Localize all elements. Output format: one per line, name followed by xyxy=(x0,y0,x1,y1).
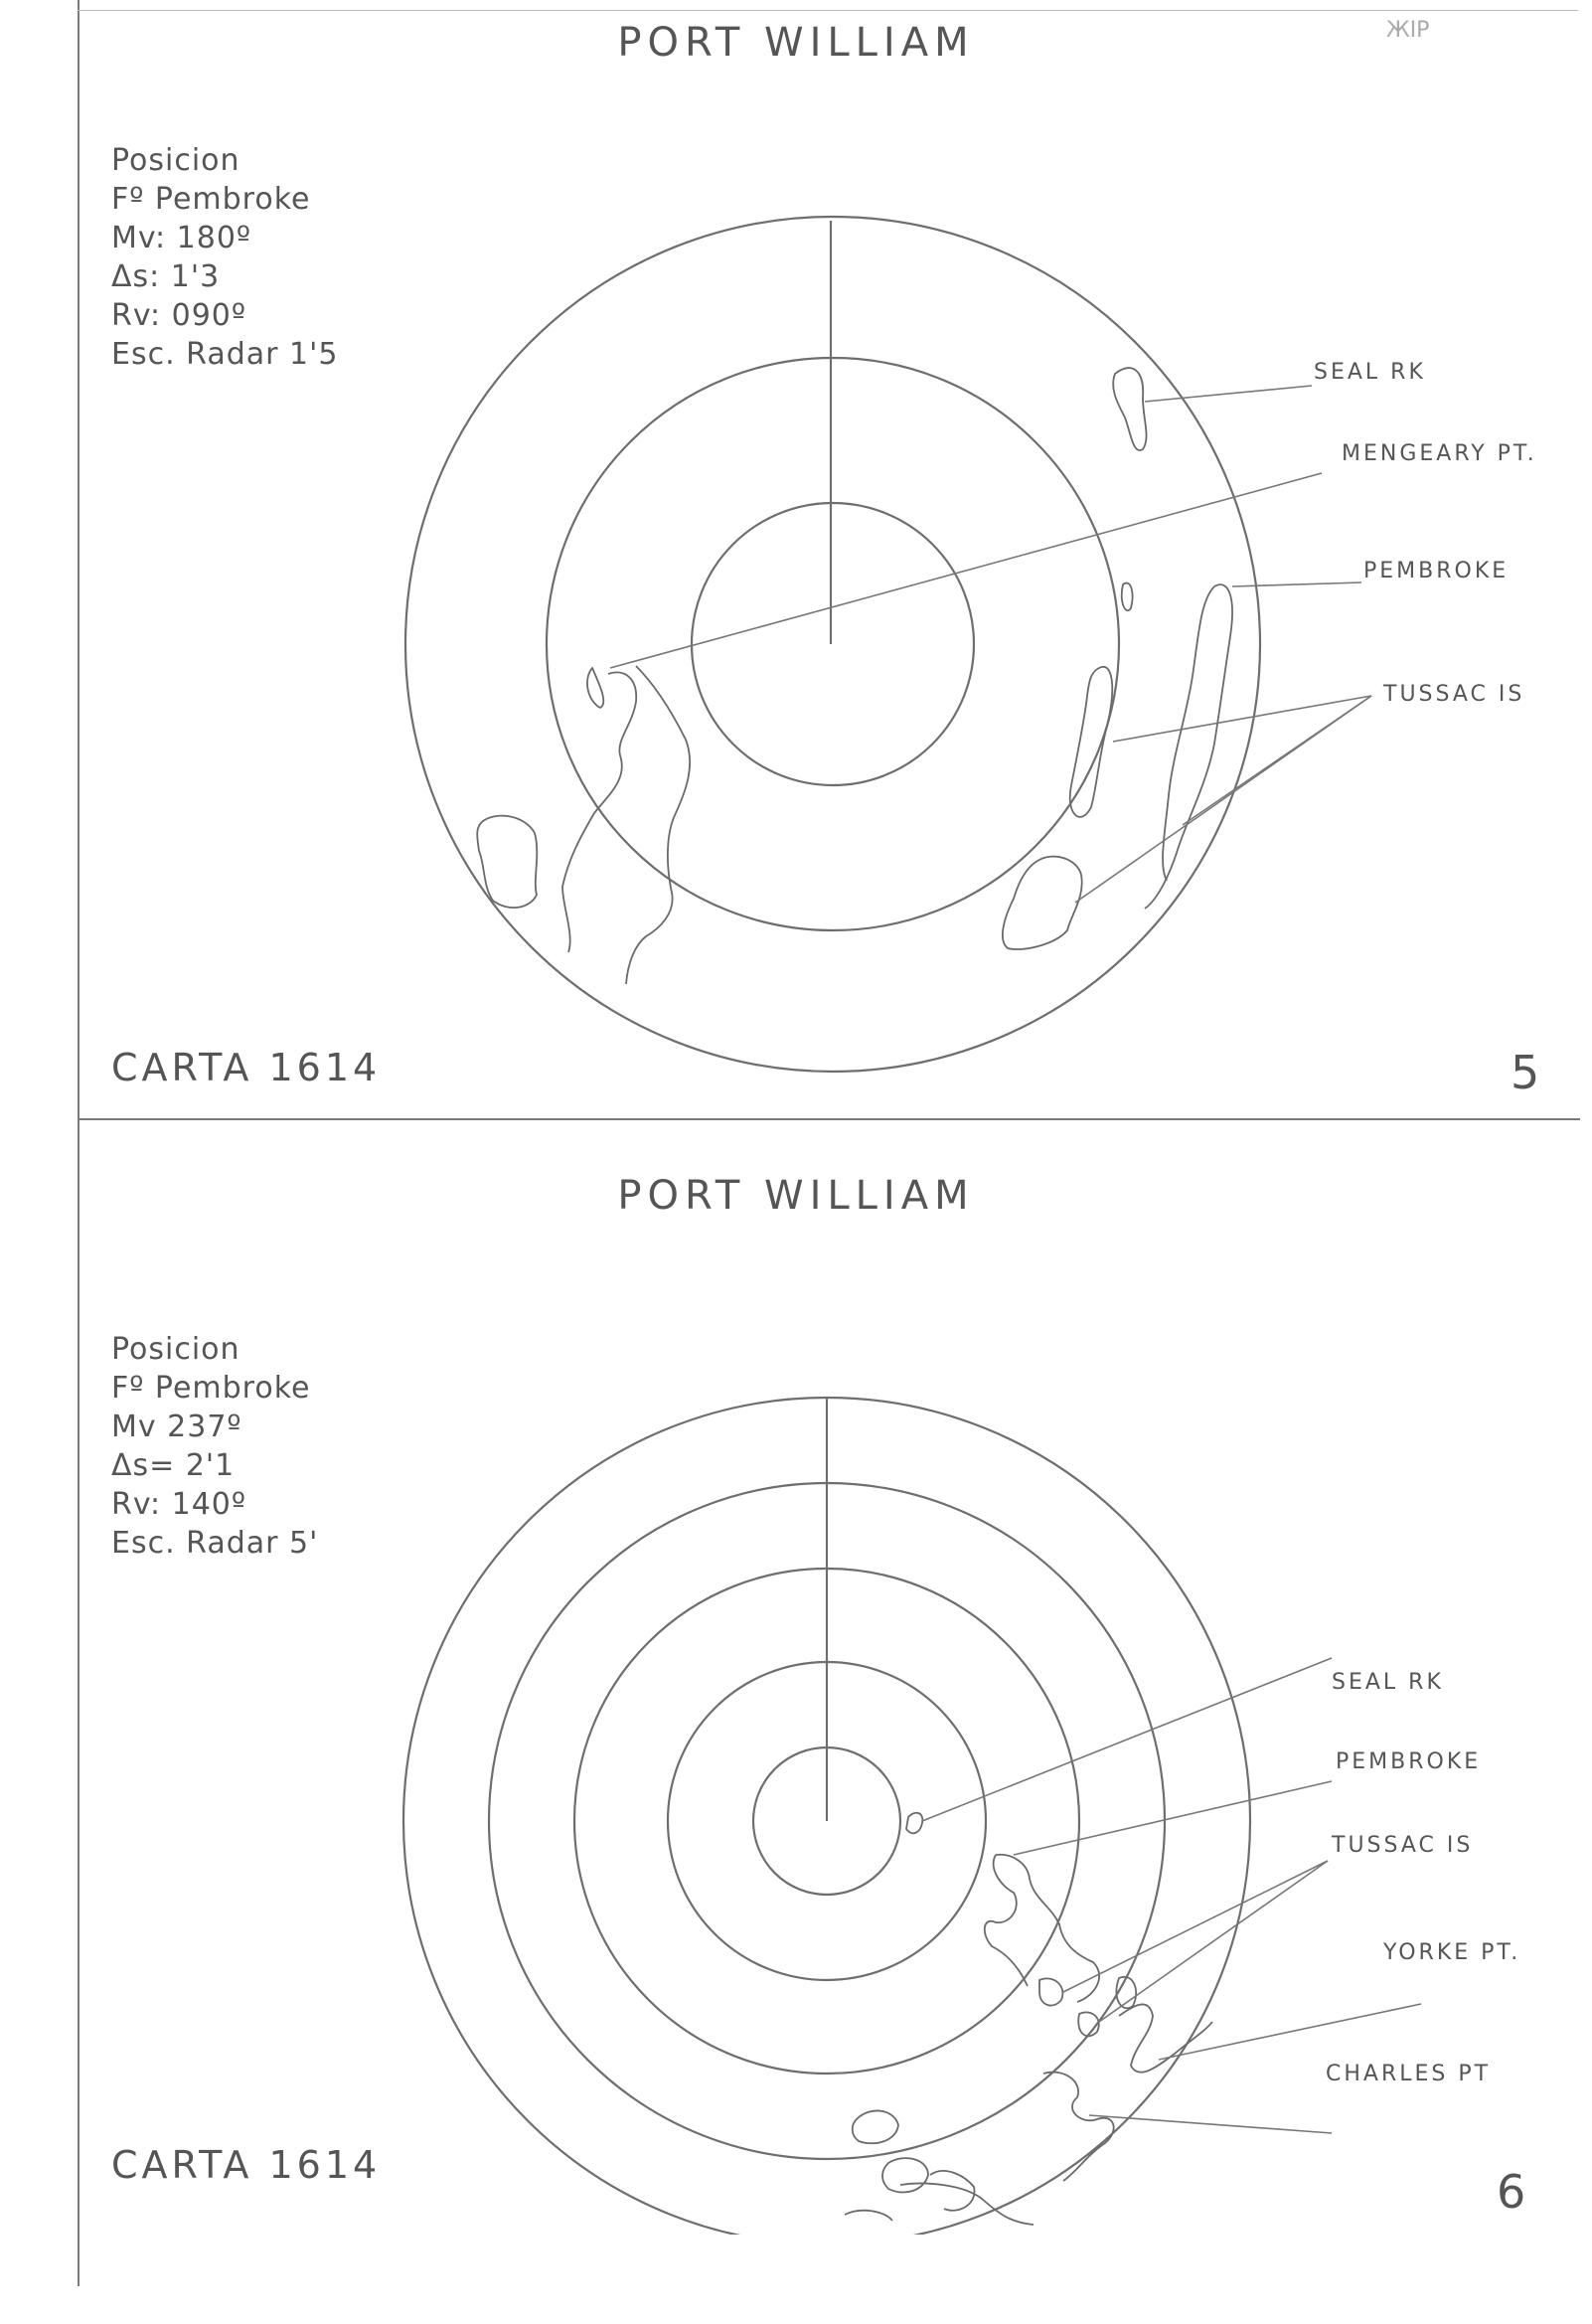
pembroke-peninsula-outline xyxy=(1145,584,1232,909)
label-yorke-pt: YORKE PT. xyxy=(1383,1940,1521,1965)
leader-seal-rk xyxy=(922,1658,1332,1821)
radar-scope-5 xyxy=(0,0,1592,1113)
range-ring-middle xyxy=(547,358,1119,930)
exercise-number: 6 xyxy=(1497,2165,1526,2219)
label-tussac-is: TUSSAC IS xyxy=(1332,1833,1474,1858)
label-seal-rk: SEAL RK xyxy=(1314,360,1426,385)
label-seal-rk: SEAL RK xyxy=(1332,1670,1444,1695)
label-pembroke: PEMBROKE xyxy=(1363,559,1510,583)
info-line-heading-mv: Mv 237º xyxy=(111,1410,242,1444)
info-line-distance: Δs= 2'1 xyxy=(111,1448,236,1483)
info-line-heading: Posicion xyxy=(111,1332,240,1367)
label-pembroke: PEMBROKE xyxy=(1336,1749,1482,1774)
leader-tussac-north xyxy=(1063,1861,1328,1992)
leader-mengeary-pt xyxy=(610,473,1322,668)
leader-tussac-south xyxy=(1075,696,1371,903)
leader-yorke-pt xyxy=(1159,2004,1421,2060)
info-line-heading: Posicion xyxy=(111,143,240,178)
leader-seal-rk xyxy=(1145,386,1312,402)
range-ring-inner xyxy=(692,503,974,785)
charles-point-coast xyxy=(930,2073,1114,2211)
yorke-point-coast xyxy=(1119,2004,1212,2072)
info-line-course: Rv: 090º xyxy=(111,298,246,333)
radar-panel-5 xyxy=(0,0,1592,1113)
southwest-islets-outline xyxy=(845,2110,1034,2225)
range-ring-outer xyxy=(405,217,1260,1072)
chart-reference: CARTA 1614 xyxy=(111,2143,382,2187)
label-mengeary-pt: MENGEARY PT. xyxy=(1342,441,1537,466)
info-line-fix: Fº Pembroke xyxy=(111,182,311,217)
islet-outline xyxy=(1122,583,1133,611)
label-tussac-is: TUSSAC IS xyxy=(1383,682,1525,707)
info-line-fix: Fº Pembroke xyxy=(111,1371,311,1406)
leader-tussac-south xyxy=(1099,1861,1328,2022)
leader-charles-pt xyxy=(1089,2115,1332,2133)
leader-pembroke xyxy=(1232,582,1361,586)
info-line-heading-mv: Mv: 180º xyxy=(111,221,252,255)
seal-rock-outline xyxy=(906,1813,922,1834)
mengeary-point-coast xyxy=(562,666,690,984)
tussac-island-south-outline xyxy=(1003,857,1082,949)
exercise-number: 5 xyxy=(1511,1046,1540,1099)
label-charles-pt: CHARLES PT xyxy=(1326,2062,1492,2086)
panel-divider-line xyxy=(80,1118,1580,1120)
seal-rock-outline xyxy=(1113,368,1146,450)
info-line-radar-scale: Esc. Radar 1'5 xyxy=(111,337,339,372)
panel-title: PORT WILLIAM xyxy=(617,1173,975,1219)
chart-reference: CARTA 1614 xyxy=(111,1046,382,1089)
panel-title: PORT WILLIAM xyxy=(617,20,975,66)
info-line-distance: Δs: 1'3 xyxy=(111,259,221,294)
leader-pembroke xyxy=(1014,1781,1332,1855)
leader-tussac-north xyxy=(1113,696,1371,742)
radar-panel-6 xyxy=(0,1121,1592,2235)
corner-stamp: ЖIP xyxy=(1386,18,1430,43)
info-line-radar-scale: Esc. Radar 5' xyxy=(111,1526,319,1561)
info-line-course: Rv: 140º xyxy=(111,1487,246,1522)
